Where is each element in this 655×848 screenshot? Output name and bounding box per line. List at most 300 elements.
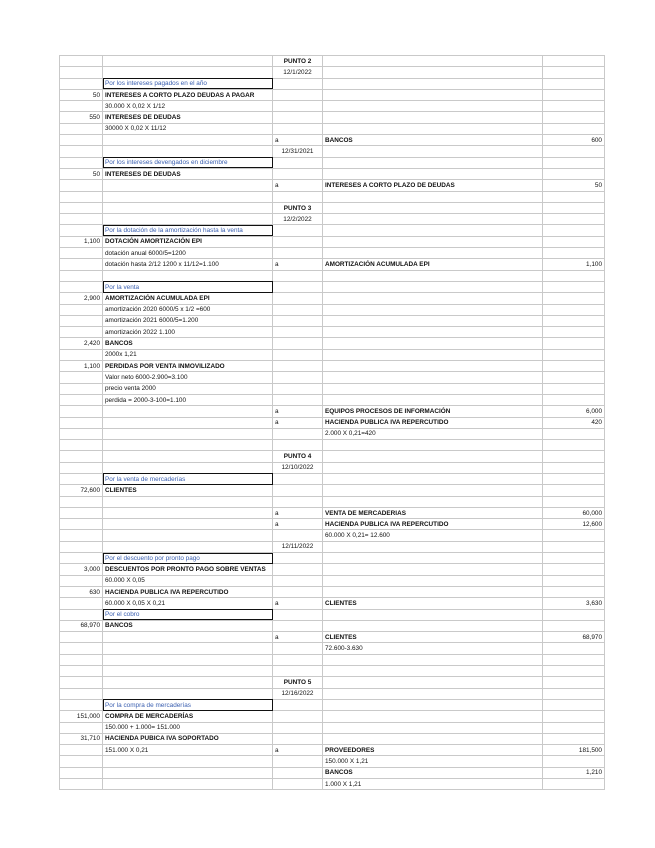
- credit-account-cell[interactable]: [323, 473, 543, 484]
- credit-account-cell[interactable]: BANCOS: [323, 767, 543, 778]
- debit-amount-cell[interactable]: [60, 677, 103, 688]
- credit-account-cell[interactable]: [323, 67, 543, 78]
- debit-account-cell[interactable]: [103, 214, 273, 225]
- connector-cell[interactable]: [273, 586, 323, 597]
- credit-amount-cell[interactable]: [543, 440, 605, 451]
- credit-amount-cell[interactable]: [543, 56, 605, 67]
- debit-account-cell[interactable]: [103, 451, 273, 462]
- credit-account-cell[interactable]: [323, 349, 543, 360]
- debit-account-cell[interactable]: [103, 767, 273, 778]
- connector-cell[interactable]: [273, 711, 323, 722]
- connector-cell[interactable]: [273, 89, 323, 100]
- credit-account-cell[interactable]: PROVEEDORES: [323, 745, 543, 756]
- debit-account-cell[interactable]: [103, 496, 273, 507]
- credit-amount-cell[interactable]: [543, 304, 605, 315]
- connector-cell[interactable]: a: [273, 259, 323, 270]
- debit-account-cell[interactable]: amortización 2022 1.100: [103, 327, 273, 338]
- connector-cell[interactable]: a: [273, 135, 323, 146]
- credit-account-cell[interactable]: [323, 89, 543, 100]
- connector-cell[interactable]: a: [273, 598, 323, 609]
- credit-account-cell[interactable]: [323, 722, 543, 733]
- debit-amount-cell[interactable]: [60, 394, 103, 405]
- debit-amount-cell[interactable]: [60, 123, 103, 134]
- debit-amount-cell[interactable]: [60, 270, 103, 281]
- credit-amount-cell[interactable]: [543, 225, 605, 236]
- credit-amount-cell[interactable]: [543, 654, 605, 665]
- connector-cell[interactable]: [273, 440, 323, 451]
- credit-amount-cell[interactable]: [543, 586, 605, 597]
- credit-account-cell[interactable]: [323, 609, 543, 620]
- debit-amount-cell[interactable]: [60, 191, 103, 202]
- credit-amount-cell[interactable]: [543, 541, 605, 552]
- credit-account-cell[interactable]: [323, 123, 543, 134]
- credit-amount-cell[interactable]: [543, 496, 605, 507]
- debit-account-cell[interactable]: CLIENTES: [103, 485, 273, 496]
- debit-account-cell[interactable]: [103, 180, 273, 191]
- debit-account-cell[interactable]: [103, 654, 273, 665]
- credit-account-cell[interactable]: [323, 56, 543, 67]
- debit-account-cell[interactable]: 30.000 X 0,02 X 1/12: [103, 101, 273, 112]
- connector-cell[interactable]: [273, 281, 323, 292]
- debit-amount-cell[interactable]: 3,000: [60, 564, 103, 575]
- credit-amount-cell[interactable]: [543, 89, 605, 100]
- credit-account-cell[interactable]: [323, 293, 543, 304]
- connector-cell[interactable]: a: [273, 406, 323, 417]
- debit-amount-cell[interactable]: [60, 609, 103, 620]
- debit-amount-cell[interactable]: [60, 643, 103, 654]
- credit-account-cell[interactable]: 150.000 X 1,21: [323, 756, 543, 767]
- credit-amount-cell[interactable]: [543, 394, 605, 405]
- credit-account-cell[interactable]: [323, 586, 543, 597]
- debit-account-cell[interactable]: BANCOS: [103, 338, 273, 349]
- debit-amount-cell[interactable]: [60, 225, 103, 236]
- credit-account-cell[interactable]: [323, 78, 543, 89]
- connector-cell[interactable]: [273, 112, 323, 123]
- credit-amount-cell[interactable]: 12,600: [543, 519, 605, 530]
- connector-cell[interactable]: [273, 157, 323, 168]
- credit-amount-cell[interactable]: [543, 361, 605, 372]
- connector-cell[interactable]: [273, 304, 323, 315]
- debit-amount-cell[interactable]: [60, 779, 103, 790]
- debit-amount-cell[interactable]: [60, 666, 103, 677]
- debit-amount-cell[interactable]: [60, 654, 103, 665]
- credit-amount-cell[interactable]: [543, 756, 605, 767]
- debit-account-cell[interactable]: INTERESES A CORTO PLAZO DEUDAS A PAGAR: [103, 89, 273, 100]
- debit-account-cell[interactable]: [103, 666, 273, 677]
- connector-cell[interactable]: [273, 643, 323, 654]
- debit-amount-cell[interactable]: [60, 372, 103, 383]
- debit-account-cell[interactable]: precio venta 2000: [103, 383, 273, 394]
- debit-account-cell[interactable]: Por la venta de mercaderías: [103, 473, 273, 484]
- credit-amount-cell[interactable]: [543, 553, 605, 564]
- debit-account-cell[interactable]: [103, 530, 273, 541]
- connector-cell[interactable]: [273, 349, 323, 360]
- debit-account-cell[interactable]: INTERESES DE DEUDAS: [103, 168, 273, 179]
- credit-amount-cell[interactable]: [543, 564, 605, 575]
- debit-account-cell[interactable]: amortización 2021 6000/5=1.200: [103, 315, 273, 326]
- debit-amount-cell[interactable]: [60, 598, 103, 609]
- credit-account-cell[interactable]: [323, 383, 543, 394]
- debit-amount-cell[interactable]: [60, 327, 103, 338]
- credit-account-cell[interactable]: [323, 315, 543, 326]
- credit-amount-cell[interactable]: [543, 383, 605, 394]
- connector-cell[interactable]: 12/31/2021: [273, 146, 323, 157]
- credit-account-cell[interactable]: 2.000 X 0,21=420: [323, 428, 543, 439]
- credit-amount-cell[interactable]: [543, 214, 605, 225]
- credit-amount-cell[interactable]: [543, 372, 605, 383]
- connector-cell[interactable]: [273, 530, 323, 541]
- connector-cell[interactable]: [273, 473, 323, 484]
- credit-amount-cell[interactable]: [543, 462, 605, 473]
- debit-account-cell[interactable]: [103, 440, 273, 451]
- debit-account-cell[interactable]: [103, 462, 273, 473]
- credit-account-cell[interactable]: [323, 225, 543, 236]
- debit-amount-cell[interactable]: [60, 745, 103, 756]
- credit-amount-cell[interactable]: [543, 609, 605, 620]
- debit-account-cell[interactable]: [103, 756, 273, 767]
- credit-account-cell[interactable]: [323, 553, 543, 564]
- connector-cell[interactable]: 12/10/2022: [273, 462, 323, 473]
- debit-account-cell[interactable]: BANCOS: [103, 620, 273, 631]
- credit-amount-cell[interactable]: [543, 112, 605, 123]
- debit-account-cell[interactable]: Por la dotación de la amortización hasta la venta: [103, 225, 273, 236]
- debit-account-cell[interactable]: [103, 677, 273, 688]
- credit-account-cell[interactable]: [323, 327, 543, 338]
- credit-amount-cell[interactable]: 50: [543, 180, 605, 191]
- credit-amount-cell[interactable]: [543, 677, 605, 688]
- credit-amount-cell[interactable]: [543, 699, 605, 710]
- credit-amount-cell[interactable]: [543, 270, 605, 281]
- debit-account-cell[interactable]: 60.000 X 0,05: [103, 575, 273, 586]
- debit-amount-cell[interactable]: [60, 530, 103, 541]
- connector-cell[interactable]: [273, 191, 323, 202]
- connector-cell[interactable]: a: [273, 180, 323, 191]
- credit-amount-cell[interactable]: [543, 643, 605, 654]
- connector-cell[interactable]: [273, 101, 323, 112]
- credit-amount-cell[interactable]: [543, 191, 605, 202]
- connector-cell[interactable]: [273, 236, 323, 247]
- debit-amount-cell[interactable]: [60, 541, 103, 552]
- credit-amount-cell[interactable]: [543, 78, 605, 89]
- debit-account-cell[interactable]: 150.000 + 1.000= 151.000: [103, 722, 273, 733]
- debit-amount-cell[interactable]: [60, 756, 103, 767]
- debit-account-cell[interactable]: [103, 688, 273, 699]
- debit-amount-cell[interactable]: [60, 281, 103, 292]
- credit-amount-cell[interactable]: [543, 202, 605, 213]
- debit-account-cell[interactable]: dotación hasta 2/12 1200 x 11/12=1.100: [103, 259, 273, 270]
- debit-amount-cell[interactable]: [60, 575, 103, 586]
- credit-amount-cell[interactable]: [543, 338, 605, 349]
- connector-cell[interactable]: PUNTO 3: [273, 202, 323, 213]
- credit-account-cell[interactable]: [323, 620, 543, 631]
- debit-amount-cell[interactable]: [60, 496, 103, 507]
- connector-cell[interactable]: [273, 733, 323, 744]
- credit-account-cell[interactable]: [323, 202, 543, 213]
- credit-amount-cell[interactable]: [543, 620, 605, 631]
- credit-account-cell[interactable]: [323, 112, 543, 123]
- credit-amount-cell[interactable]: [543, 281, 605, 292]
- credit-account-cell[interactable]: [323, 236, 543, 247]
- connector-cell[interactable]: a: [273, 632, 323, 643]
- credit-amount-cell[interactable]: [543, 530, 605, 541]
- credit-account-cell[interactable]: [323, 101, 543, 112]
- credit-amount-cell[interactable]: 60,000: [543, 507, 605, 518]
- connector-cell[interactable]: [273, 394, 323, 405]
- connector-cell[interactable]: [273, 327, 323, 338]
- debit-account-cell[interactable]: [103, 417, 273, 428]
- connector-cell[interactable]: a: [273, 417, 323, 428]
- credit-account-cell[interactable]: [323, 214, 543, 225]
- credit-account-cell[interactable]: [323, 733, 543, 744]
- credit-account-cell[interactable]: [323, 496, 543, 507]
- debit-amount-cell[interactable]: [60, 507, 103, 518]
- credit-amount-cell[interactable]: 420: [543, 417, 605, 428]
- debit-amount-cell[interactable]: 151,000: [60, 711, 103, 722]
- credit-amount-cell[interactable]: [543, 711, 605, 722]
- debit-account-cell[interactable]: [103, 541, 273, 552]
- credit-account-cell[interactable]: [323, 541, 543, 552]
- credit-account-cell[interactable]: VENTA DE MERCADERIAS: [323, 507, 543, 518]
- connector-cell[interactable]: [273, 564, 323, 575]
- connector-cell[interactable]: [273, 699, 323, 710]
- debit-amount-cell[interactable]: [60, 699, 103, 710]
- connector-cell[interactable]: [273, 225, 323, 236]
- credit-amount-cell[interactable]: 3,630: [543, 598, 605, 609]
- connector-cell[interactable]: [273, 168, 323, 179]
- credit-amount-cell[interactable]: [543, 349, 605, 360]
- credit-account-cell[interactable]: [323, 270, 543, 281]
- debit-amount-cell[interactable]: 68,970: [60, 620, 103, 631]
- connector-cell[interactable]: a: [273, 745, 323, 756]
- connector-cell[interactable]: [273, 248, 323, 259]
- connector-cell[interactable]: PUNTO 2: [273, 56, 323, 67]
- credit-amount-cell[interactable]: [543, 101, 605, 112]
- debit-account-cell[interactable]: perdida = 2000-3-100=1.100: [103, 394, 273, 405]
- credit-amount-cell[interactable]: [543, 327, 605, 338]
- connector-cell[interactable]: [273, 270, 323, 281]
- debit-account-cell[interactable]: Por el descuento por pronto pago: [103, 553, 273, 564]
- connector-cell[interactable]: PUNTO 5: [273, 677, 323, 688]
- credit-account-cell[interactable]: [323, 281, 543, 292]
- debit-account-cell[interactable]: [103, 202, 273, 213]
- debit-amount-cell[interactable]: [60, 473, 103, 484]
- debit-amount-cell[interactable]: [60, 349, 103, 360]
- credit-account-cell[interactable]: [323, 575, 543, 586]
- credit-account-cell[interactable]: [323, 451, 543, 462]
- debit-amount-cell[interactable]: [60, 180, 103, 191]
- debit-amount-cell[interactable]: [60, 632, 103, 643]
- debit-amount-cell[interactable]: [60, 67, 103, 78]
- credit-account-cell[interactable]: HACIENDA PUBLICA IVA REPERCUTIDO: [323, 519, 543, 530]
- debit-amount-cell[interactable]: [60, 315, 103, 326]
- debit-amount-cell[interactable]: [60, 406, 103, 417]
- connector-cell[interactable]: [273, 428, 323, 439]
- credit-amount-cell[interactable]: [543, 473, 605, 484]
- debit-account-cell[interactable]: [103, 428, 273, 439]
- credit-account-cell[interactable]: AMORTIZACIÓN ACUMULADA EPI: [323, 259, 543, 270]
- debit-amount-cell[interactable]: [60, 417, 103, 428]
- credit-amount-cell[interactable]: 1,210: [543, 767, 605, 778]
- credit-amount-cell[interactable]: [543, 733, 605, 744]
- credit-account-cell[interactable]: 72.600-3.630: [323, 643, 543, 654]
- debit-amount-cell[interactable]: [60, 101, 103, 112]
- connector-cell[interactable]: 12/16/2022: [273, 688, 323, 699]
- connector-cell[interactable]: [273, 315, 323, 326]
- debit-account-cell[interactable]: HACIENDA PUBLICA IVA REPERCUTIDO: [103, 586, 273, 597]
- credit-account-cell[interactable]: [323, 677, 543, 688]
- credit-account-cell[interactable]: 1.000 X 1,21: [323, 779, 543, 790]
- debit-account-cell[interactable]: [103, 643, 273, 654]
- debit-amount-cell[interactable]: [60, 383, 103, 394]
- credit-amount-cell[interactable]: [543, 168, 605, 179]
- debit-amount-cell[interactable]: 1,100: [60, 361, 103, 372]
- debit-amount-cell[interactable]: [60, 553, 103, 564]
- connector-cell[interactable]: [273, 666, 323, 677]
- connector-cell[interactable]: [273, 496, 323, 507]
- credit-account-cell[interactable]: [323, 654, 543, 665]
- connector-cell[interactable]: [273, 553, 323, 564]
- debit-account-cell[interactable]: COMPRA DE MERCADERÍAS: [103, 711, 273, 722]
- debit-account-cell[interactable]: 2000x 1,21: [103, 349, 273, 360]
- credit-account-cell[interactable]: [323, 191, 543, 202]
- debit-amount-cell[interactable]: [60, 428, 103, 439]
- connector-cell[interactable]: [273, 575, 323, 586]
- debit-account-cell[interactable]: amortización 2020 6000/5 x 1/2 =600: [103, 304, 273, 315]
- connector-cell[interactable]: a: [273, 519, 323, 530]
- connector-cell[interactable]: [273, 338, 323, 349]
- debit-amount-cell[interactable]: [60, 304, 103, 315]
- debit-account-cell[interactable]: [103, 135, 273, 146]
- credit-account-cell[interactable]: [323, 440, 543, 451]
- debit-account-cell[interactable]: [103, 56, 273, 67]
- debit-account-cell[interactable]: HACIENDA PUBICA IVA SOPORTADO: [103, 733, 273, 744]
- debit-amount-cell[interactable]: 1,100: [60, 236, 103, 247]
- debit-account-cell[interactable]: Por los intereses pagados en el año: [103, 78, 273, 89]
- credit-amount-cell[interactable]: [543, 575, 605, 586]
- credit-amount-cell[interactable]: [543, 236, 605, 247]
- credit-amount-cell[interactable]: [543, 722, 605, 733]
- credit-amount-cell[interactable]: [543, 248, 605, 259]
- debit-account-cell[interactable]: dotación anual 6000/5=1200: [103, 248, 273, 259]
- debit-amount-cell[interactable]: 72,600: [60, 485, 103, 496]
- credit-amount-cell[interactable]: 68,970: [543, 632, 605, 643]
- connector-cell[interactable]: [273, 756, 323, 767]
- debit-amount-cell[interactable]: [60, 146, 103, 157]
- debit-amount-cell[interactable]: [60, 78, 103, 89]
- credit-account-cell[interactable]: [323, 248, 543, 259]
- credit-account-cell[interactable]: EQUIPOS PROCESOS DE INFORMACIÓN: [323, 406, 543, 417]
- debit-amount-cell[interactable]: [60, 214, 103, 225]
- credit-account-cell[interactable]: [323, 688, 543, 699]
- debit-amount-cell[interactable]: [60, 56, 103, 67]
- debit-account-cell[interactable]: Por la venta: [103, 281, 273, 292]
- connector-cell[interactable]: 12/2/2022: [273, 214, 323, 225]
- debit-amount-cell[interactable]: [60, 202, 103, 213]
- debit-account-cell[interactable]: DOTACIÓN AMORTIZACIÓN EPI: [103, 236, 273, 247]
- credit-account-cell[interactable]: 60.000 X 0,21= 12.600: [323, 530, 543, 541]
- credit-account-cell[interactable]: CLIENTES: [323, 598, 543, 609]
- debit-account-cell[interactable]: Por el cobro: [103, 609, 273, 620]
- credit-amount-cell[interactable]: [543, 485, 605, 496]
- debit-amount-cell[interactable]: [60, 451, 103, 462]
- debit-amount-cell[interactable]: 50: [60, 168, 103, 179]
- connector-cell[interactable]: [273, 722, 323, 733]
- debit-amount-cell[interactable]: 2,420: [60, 338, 103, 349]
- connector-cell[interactable]: [273, 609, 323, 620]
- debit-amount-cell[interactable]: [60, 462, 103, 473]
- credit-amount-cell[interactable]: [543, 451, 605, 462]
- debit-amount-cell[interactable]: 31,710: [60, 733, 103, 744]
- connector-cell[interactable]: [273, 485, 323, 496]
- credit-amount-cell[interactable]: [543, 67, 605, 78]
- credit-amount-cell[interactable]: 1,100: [543, 259, 605, 270]
- credit-amount-cell[interactable]: [543, 146, 605, 157]
- debit-account-cell[interactable]: [103, 406, 273, 417]
- debit-account-cell[interactable]: [103, 146, 273, 157]
- debit-amount-cell[interactable]: 630: [60, 586, 103, 597]
- credit-amount-cell[interactable]: [543, 315, 605, 326]
- connector-cell[interactable]: a: [273, 507, 323, 518]
- credit-account-cell[interactable]: HACIENDA PUBLICA IVA REPERCUTIDO: [323, 417, 543, 428]
- debit-amount-cell[interactable]: [60, 722, 103, 733]
- credit-amount-cell[interactable]: [543, 779, 605, 790]
- credit-account-cell[interactable]: [323, 462, 543, 473]
- debit-amount-cell[interactable]: 50: [60, 89, 103, 100]
- debit-amount-cell[interactable]: [60, 767, 103, 778]
- debit-account-cell[interactable]: [103, 270, 273, 281]
- credit-account-cell[interactable]: [323, 485, 543, 496]
- connector-cell[interactable]: [273, 361, 323, 372]
- credit-account-cell[interactable]: [323, 564, 543, 575]
- debit-account-cell[interactable]: INTERESES DE DEUDAS: [103, 112, 273, 123]
- credit-account-cell[interactable]: [323, 711, 543, 722]
- debit-account-cell[interactable]: 151.000 X 0,21: [103, 745, 273, 756]
- debit-account-cell[interactable]: [103, 67, 273, 78]
- credit-account-cell[interactable]: [323, 338, 543, 349]
- credit-amount-cell[interactable]: [543, 688, 605, 699]
- connector-cell[interactable]: 12/11/2022: [273, 541, 323, 552]
- credit-amount-cell[interactable]: 600: [543, 135, 605, 146]
- debit-account-cell[interactable]: Por los intereses devengados en diciembre: [103, 157, 273, 168]
- debit-amount-cell[interactable]: 2,900: [60, 293, 103, 304]
- connector-cell[interactable]: [273, 372, 323, 383]
- debit-amount-cell[interactable]: [60, 688, 103, 699]
- connector-cell[interactable]: [273, 78, 323, 89]
- debit-amount-cell[interactable]: [60, 157, 103, 168]
- debit-account-cell[interactable]: Valor neto 6000-2.900=3.100: [103, 372, 273, 383]
- credit-account-cell[interactable]: [323, 361, 543, 372]
- credit-account-cell[interactable]: [323, 146, 543, 157]
- connector-cell[interactable]: [273, 654, 323, 665]
- credit-account-cell[interactable]: [323, 157, 543, 168]
- credit-account-cell[interactable]: [323, 304, 543, 315]
- credit-amount-cell[interactable]: [543, 666, 605, 677]
- credit-account-cell[interactable]: CLIENTES: [323, 632, 543, 643]
- debit-amount-cell[interactable]: [60, 519, 103, 530]
- debit-account-cell[interactable]: Por la compra de mercaderías: [103, 699, 273, 710]
- credit-account-cell[interactable]: [323, 666, 543, 677]
- debit-account-cell[interactable]: AMORTIZACIÓN ACUMULADA EPI: [103, 293, 273, 304]
- connector-cell[interactable]: [273, 383, 323, 394]
- credit-amount-cell[interactable]: 181,500: [543, 745, 605, 756]
- credit-account-cell[interactable]: BANCOS: [323, 135, 543, 146]
- credit-account-cell[interactable]: [323, 372, 543, 383]
- connector-cell[interactable]: [273, 293, 323, 304]
- debit-account-cell[interactable]: 30000 X 0,02 X 11/12: [103, 123, 273, 134]
- connector-cell[interactable]: [273, 779, 323, 790]
- debit-account-cell[interactable]: 60.000 X 0,05 X 0,21: [103, 598, 273, 609]
- connector-cell[interactable]: 12/1/2022: [273, 67, 323, 78]
